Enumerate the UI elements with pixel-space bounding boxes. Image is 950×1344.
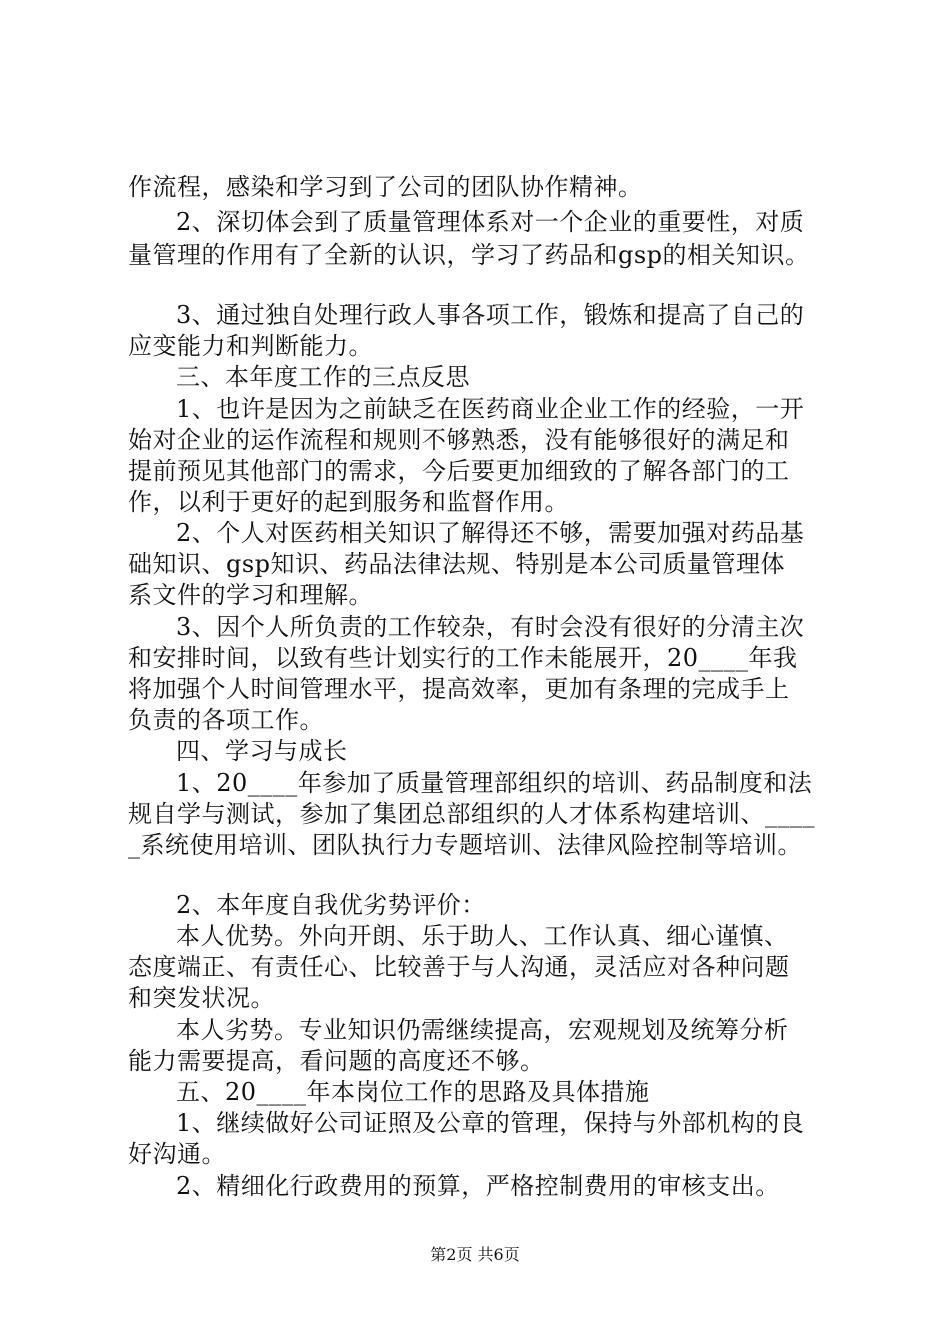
text-line-9: 提前预见其他部门的需求，今后要更加细致的了解各部门的工 xyxy=(128,457,790,485)
section-heading-3: 三、本年度工作的三点反思 xyxy=(176,363,470,391)
text-line-30: 好沟通。 xyxy=(128,1140,226,1168)
text-line-24: 态度端正、有责任心、比较善于与人沟通，灵活应对各种问题 xyxy=(128,953,790,981)
text-line-5: 应变能力和判断能力。 xyxy=(128,332,373,360)
text-line-8: 始对企业的运作流程和规则不够熟悉，没有能够很好的满足和 xyxy=(128,426,790,454)
text-line-23: 本人优势。外向开朗、乐于助人、工作认真、细心谨慎、 xyxy=(176,922,789,950)
text-line-20: 规自学与测试，参加了集团总部组织的人才体系构建培训、____ xyxy=(128,800,815,828)
text-line-21: _系统使用培训、团队执行力专题培训、法律风险控制等培训。 xyxy=(128,831,802,859)
text-line-10: 作，以利于更好的起到服务和监督作用。 xyxy=(128,488,569,516)
text-line-25: 和突发状况。 xyxy=(128,984,275,1012)
text-line-31: 2、精细化行政费用的预算，严格控制费用的审核支出。 xyxy=(176,1172,780,1200)
text-line-2: 2、深切体会到了质量管理体系对一个企业的重要性，对质 xyxy=(176,208,805,236)
text-line-29: 1、继续做好公司证照及公章的管理，保持与外部机构的良 xyxy=(176,1109,805,1137)
text-line-3: 量管理的作用有了全新的认识，学习了药品和gsp的相关知识。 xyxy=(128,241,810,269)
text-line-16: 将加强个人时间管理水平，提高效率，更加有条理的完成手上 xyxy=(128,675,790,703)
text-line-4: 3、通过独自处理行政人事各项工作，锻炼和提高了自己的 xyxy=(176,301,805,329)
text-line-14: 3、因个人所负责的工作较杂，有时会没有很好的分清主次 xyxy=(176,613,805,641)
text-line-19: 1、20____年参加了质量管理部组织的培训、药品制度和法 xyxy=(176,769,813,797)
text-line-1: 作流程，感染和学习到了公司的团队协作精神。 xyxy=(128,173,643,201)
text-line-22: 2、本年度自我优劣势评价： xyxy=(176,891,486,919)
text-line-26: 本人劣势。专业知识仍需继续提高，宏观规划及统筹分析 xyxy=(176,1016,789,1044)
text-line-17: 负责的各项工作。 xyxy=(128,706,324,734)
text-line-13: 系文件的学习和理解。 xyxy=(128,581,373,609)
section-heading-5: 五、20____年本岗位工作的思路及具体措施 xyxy=(176,1078,650,1106)
text-line-12: 础知识、gsp知识、药品法律法规、特别是本公司质量管理体 xyxy=(128,550,786,578)
page-footer: 第2页 共6页 xyxy=(430,1245,520,1264)
text-line-27: 能力需要提高，看问题的高度还不够。 xyxy=(128,1047,545,1075)
section-heading-4: 四、学习与成长 xyxy=(176,737,348,765)
text-line-7: 1、也许是因为之前缺乏在医药商业企业工作的经验，一开 xyxy=(176,395,805,423)
text-line-15: 和安排时间，以致有些计划实行的工作未能展开，20____年我 xyxy=(128,644,798,672)
text-line-11: 2、个人对医药相关知识了解得还不够，需要加强对药品基 xyxy=(176,519,805,547)
